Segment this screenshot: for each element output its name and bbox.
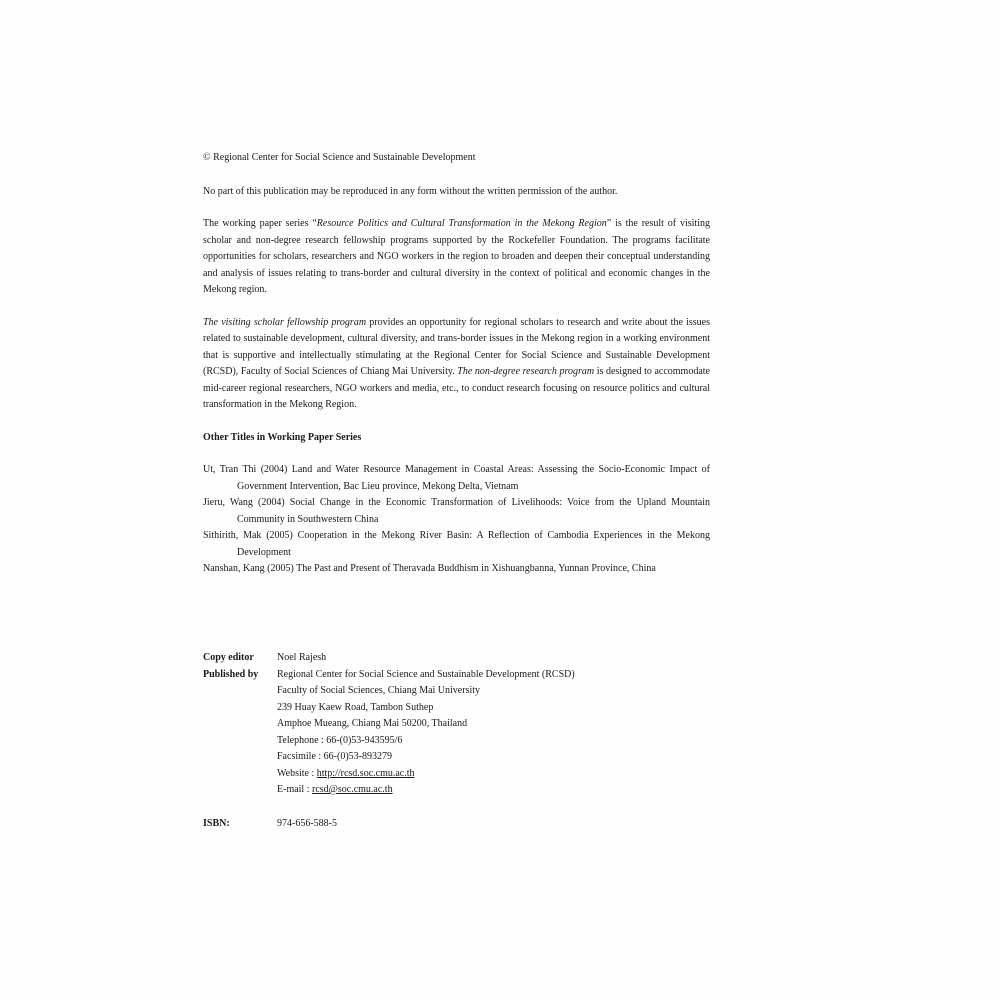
copy-editor-label: Copy editor: [203, 652, 254, 663]
reference-item: Sithirith, Mak (2005) Cooperation in the Mekong River Basin: A Reflection of Cambodia Experiences in the Mekong Development: [203, 530, 710, 558]
other-titles-heading: Other Titles in Working Paper Series: [203, 431, 362, 443]
rights-notice: No part of this publication may be reproduced in any form without the written permission of the author.: [203, 185, 618, 197]
program1-name: The visiting scholar fellowship program: [203, 316, 367, 328]
publisher-line: 239 Huay Kaew Road, Tambon Suthep: [277, 701, 434, 713]
credits-block: [203, 650, 575, 832]
para1-rest: ” is the result of visiting scholar and non-degree research fellowship programs supported by the Rockefeller Foundation. The programs facilitate opportunities for scholars, researchers and NGO workers in the region to broaden and deepen their conceptual understanding and analysis of issues relating to trans-border and cultural diversity in the context of political and economic changes in the Mekong region.: [203, 218, 710, 295]
copy-editor-row: [203, 650, 575, 667]
email-link[interactable]: rcsd@soc.cmu.ac.th: [312, 784, 393, 795]
program1-text: provides an opportunity for regional scholars to research and write about the issues related to sustainable development, cultural diversity, and trans-border issues in the Mekong region in a working environment that is supportive and intellectually stimulating at the Regional Center for Social Science and Sustainable Development (RCSD), Faculty of Social Sciences of Chiang Mai University.: [203, 316, 710, 377]
publisher-line: Faculty of Social Sciences, Chiang Mai University: [277, 685, 481, 696]
email-label: E-mail :: [277, 784, 312, 795]
website-line: [277, 766, 575, 783]
series-title: Resource Politics and Cultural Transformation in the Mekong Region: [316, 218, 607, 229]
published-by-label: Published by: [203, 668, 259, 680]
copy-editor-name: Noel Rajesh: [277, 652, 327, 663]
programs-description: [203, 315, 710, 414]
reference-item: Nanshan, Kang (2005) The Past and Present of Theravada Buddhism in Xishuangbanna, Yunnan Province, China: [203, 563, 656, 574]
reference-item: Ut, Tran Thi (2004) Land and Water Resource Management in Coastal Areas: Assessing the Socio-Economic Impact of Government Intervention, Bac Lieu province, Mekong Delta, Vietnam: [203, 464, 710, 492]
program2-text: is designed to accommodate mid-career regional researchers, NGO workers and media, etc., to conduct research focusing on resource politics and cultural transformation in the Mekong Region.: [203, 366, 710, 410]
para1-lead: The working paper series “: [203, 218, 317, 229]
website-label: Website :: [277, 767, 317, 779]
publisher-line: Amphoe Mueang, Chiang Mai 50200, Thailand: [277, 718, 468, 729]
publisher-row: [203, 667, 575, 799]
publisher-line: Telephone : 66-(0)53-943595/6: [277, 734, 403, 746]
publisher-line: Regional Center for Social Science and Sustainable Development (RCSD): [277, 668, 575, 680]
copyright-line: © Regional Center for Social Science and Sustainable Development: [203, 152, 476, 163]
website-link[interactable]: http://rcsd.soc.cmu.ac.th: [316, 767, 415, 779]
publisher-details: [277, 667, 575, 799]
isbn-value: 974-656-588-5: [277, 817, 337, 829]
reference-item: Jieru, Wang (2004) Social Change in the Economic Transformation of Livelihoods: Voice from the Upland Mountain Community in Southwestern China: [203, 497, 710, 525]
email-line: [277, 782, 575, 799]
main-text: [203, 150, 710, 578]
publisher-line: Facsimile : 66-(0)53-893279: [277, 751, 392, 762]
program2-name: The non-degree research program: [457, 366, 595, 377]
series-description: [203, 216, 710, 299]
isbn-label: ISBN:: [203, 817, 230, 829]
isbn-row: [203, 816, 575, 833]
